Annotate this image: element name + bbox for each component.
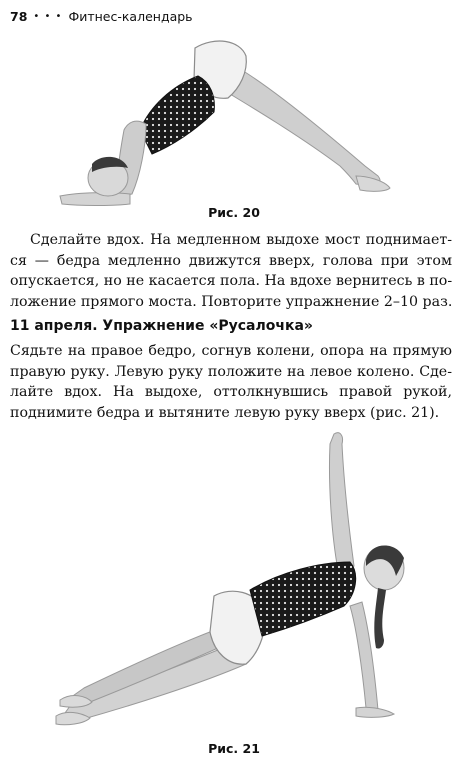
- paragraph-2-line: Сядьте на правое бедро, согнув колени, опора на прямую: [10, 343, 452, 359]
- running-title: Фитнес-календарь: [68, 8, 193, 24]
- paragraph-2: [10, 341, 452, 423]
- paragraph-1-line: ложение прямого моста. Повторите упражнение 2–10 раз.: [10, 293, 453, 310]
- paragraph-1-line: опускается, но не касается пола. На вдохе вернитесь в по-: [10, 273, 453, 289]
- paragraph-1-line: Сделайте вдох. На медленном выдохе мост поднимает-: [30, 232, 452, 248]
- figure-21-photo: [0, 426, 468, 732]
- figure-20-photo: [0, 26, 468, 206]
- figure-21-caption: Рис. 21: [208, 741, 260, 756]
- paragraph-2-line: поднимите бедра и вытяните левую руку вверх (рис. 21).: [10, 404, 440, 421]
- paragraph-1: [10, 230, 452, 312]
- paragraph-2-line: правую руку. Левую руку положите на левое колено. Сде-: [10, 363, 452, 380]
- paragraph-1-line: ся — бедра медленно движутся вверх, голова при этом: [10, 252, 452, 269]
- running-header: [10, 7, 193, 25]
- section-heading: 11 апреля. Упражнение «Русалочка»: [10, 318, 313, 334]
- page-number: 78: [10, 8, 28, 24]
- figure-20-caption: Рис. 20: [208, 205, 260, 220]
- header-separator: • • •: [33, 10, 63, 22]
- paragraph-2-line: лайте вдох. На выдохе, оттолкнувшись правой рукой,: [10, 384, 452, 400]
